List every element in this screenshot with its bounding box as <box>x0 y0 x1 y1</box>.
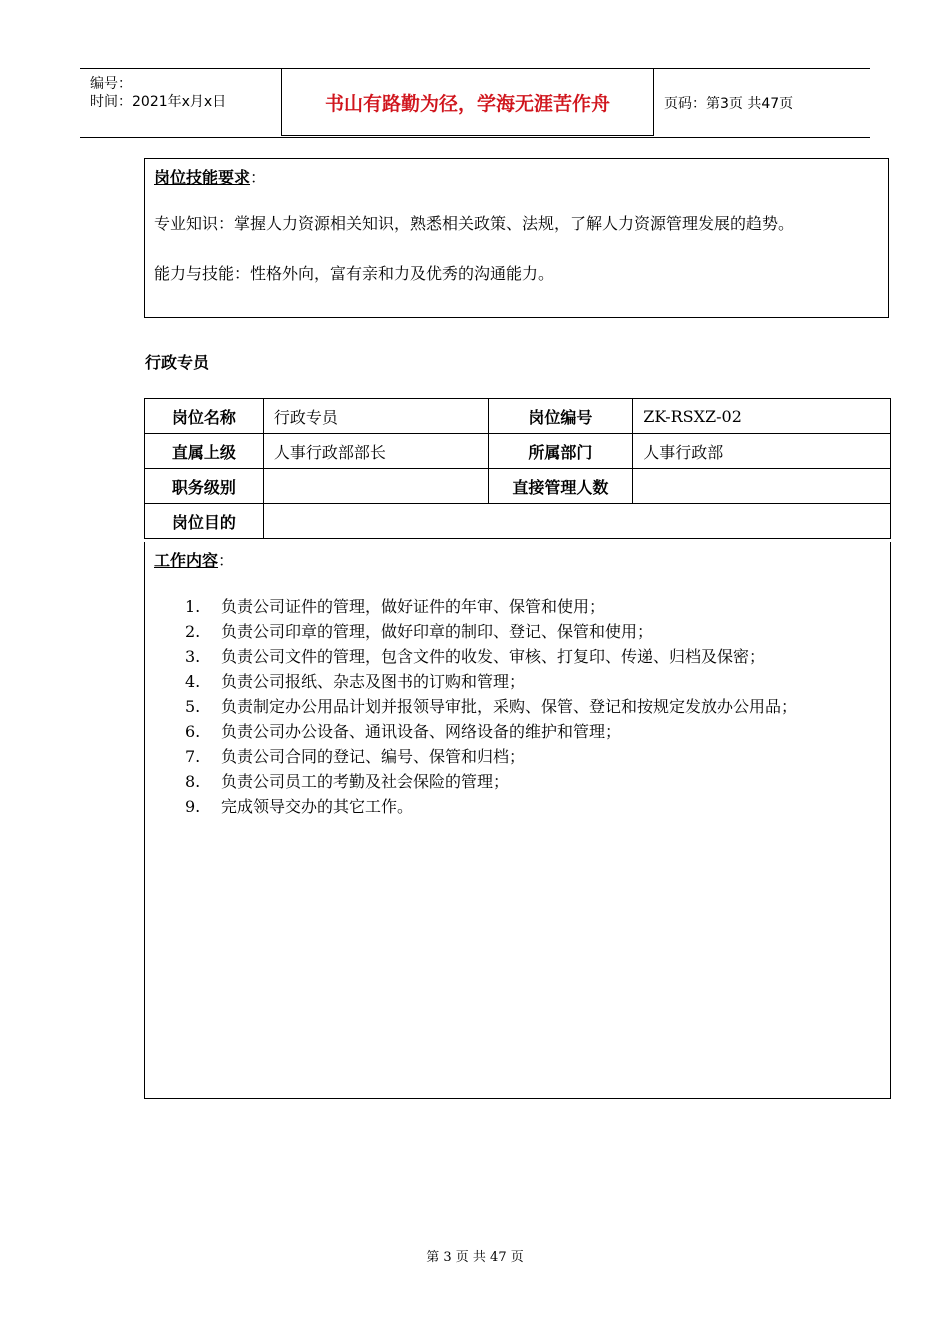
list-item-number: 1. <box>185 597 201 616</box>
skills-heading <box>154 165 266 188</box>
list-item-number: 5. <box>185 697 201 716</box>
position-name-label: 岗位名称 <box>145 399 264 434</box>
position-info-table <box>144 398 891 539</box>
supervisor-label: 直属上级 <box>145 434 264 469</box>
list-item <box>185 794 885 819</box>
list-item-number: 4. <box>185 672 201 691</box>
header-motto-cell <box>281 69 654 136</box>
work-title: 工作内容 <box>154 551 219 570</box>
position-purpose-label: 岗位目的 <box>145 504 264 539</box>
header-page-label: 页码：第3页 共47页 <box>664 96 794 112</box>
page-footer: 第 3 页 共 47 页 <box>426 1250 524 1265</box>
position-name-value: 行政专员 <box>263 399 488 434</box>
work-heading <box>154 548 234 571</box>
department-label: 所属部门 <box>488 434 633 469</box>
list-item-text: 负责公司办公设备、通讯设备、网络设备的维护和管理； <box>221 722 622 741</box>
list-item <box>185 744 885 769</box>
header-time-label: 时间：2021年x月x日 <box>90 94 227 110</box>
skills-box <box>144 158 889 318</box>
list-item-text: 负责公司印章的管理，做好印章的制印、登记、保管和使用； <box>221 622 654 641</box>
list-item-number: 9. <box>185 797 201 816</box>
job-level-value <box>263 469 488 504</box>
skills-colon: ： <box>250 168 267 187</box>
list-item-number: 8. <box>185 772 201 791</box>
department-value: 人事行政部 <box>633 434 891 469</box>
list-item-text: 负责制定办公用品计划并报领导审批，采购、保管、登记和按规定发放办公用品； <box>221 697 798 716</box>
list-item-number: 7. <box>185 747 201 766</box>
list-item <box>185 594 885 619</box>
header-meta <box>80 69 280 137</box>
position-code-label: 岗位编号 <box>488 399 633 434</box>
list-item <box>185 669 885 694</box>
table-row <box>145 434 891 469</box>
skills-ability: 能力与技能：性格外向，富有亲和力及优秀的沟通能力。 <box>154 264 555 283</box>
header-motto: 书山有路勤为径，学海无涯苦作舟 <box>324 92 610 115</box>
job-level-label: 职务级别 <box>145 469 264 504</box>
table-row <box>145 504 891 539</box>
table-row <box>145 399 891 434</box>
direct-reports-value <box>633 469 891 504</box>
position-code-value: ZK-RSXZ-02 <box>633 399 891 434</box>
list-item <box>185 694 885 719</box>
list-item-text: 负责公司文件的管理，包含文件的收发、审核、打复印、传递、归档及保密； <box>221 647 766 666</box>
position-purpose-value <box>263 504 890 539</box>
page-header <box>80 68 870 138</box>
list-item-number: 6. <box>185 722 201 741</box>
work-colon: ： <box>218 551 235 570</box>
header-number-label: 编号： <box>90 76 132 92</box>
list-item-text: 负责公司证件的管理，做好证件的年审、保管和使用； <box>221 597 606 616</box>
list-item-text: 负责公司员工的考勤及社会保险的管理； <box>221 772 510 791</box>
list-item-text: 负责公司合同的登记、编号、保管和归档； <box>221 747 526 766</box>
list-item <box>185 619 885 644</box>
list-item-text: 负责公司报纸、杂志及图书的订购和管理； <box>221 672 526 691</box>
work-items-list <box>185 594 885 819</box>
table-row <box>145 469 891 504</box>
section-title: 行政专员 <box>145 353 210 372</box>
list-item-number: 2. <box>185 622 201 641</box>
list-item-number: 3. <box>185 647 201 666</box>
work-content-box <box>144 542 891 1099</box>
list-item-text: 完成领导交办的其它工作。 <box>221 797 414 816</box>
skills-knowledge: 专业知识：掌握人力资源相关知识，熟悉相关政策、法规，了解人力资源管理发展的趋势。 <box>154 214 795 233</box>
skills-title: 岗位技能要求 <box>154 168 251 187</box>
direct-reports-label: 直接管理人数 <box>488 469 633 504</box>
supervisor-value: 人事行政部部长 <box>263 434 488 469</box>
list-item <box>185 769 885 794</box>
list-item <box>185 719 885 744</box>
list-item <box>185 644 885 669</box>
